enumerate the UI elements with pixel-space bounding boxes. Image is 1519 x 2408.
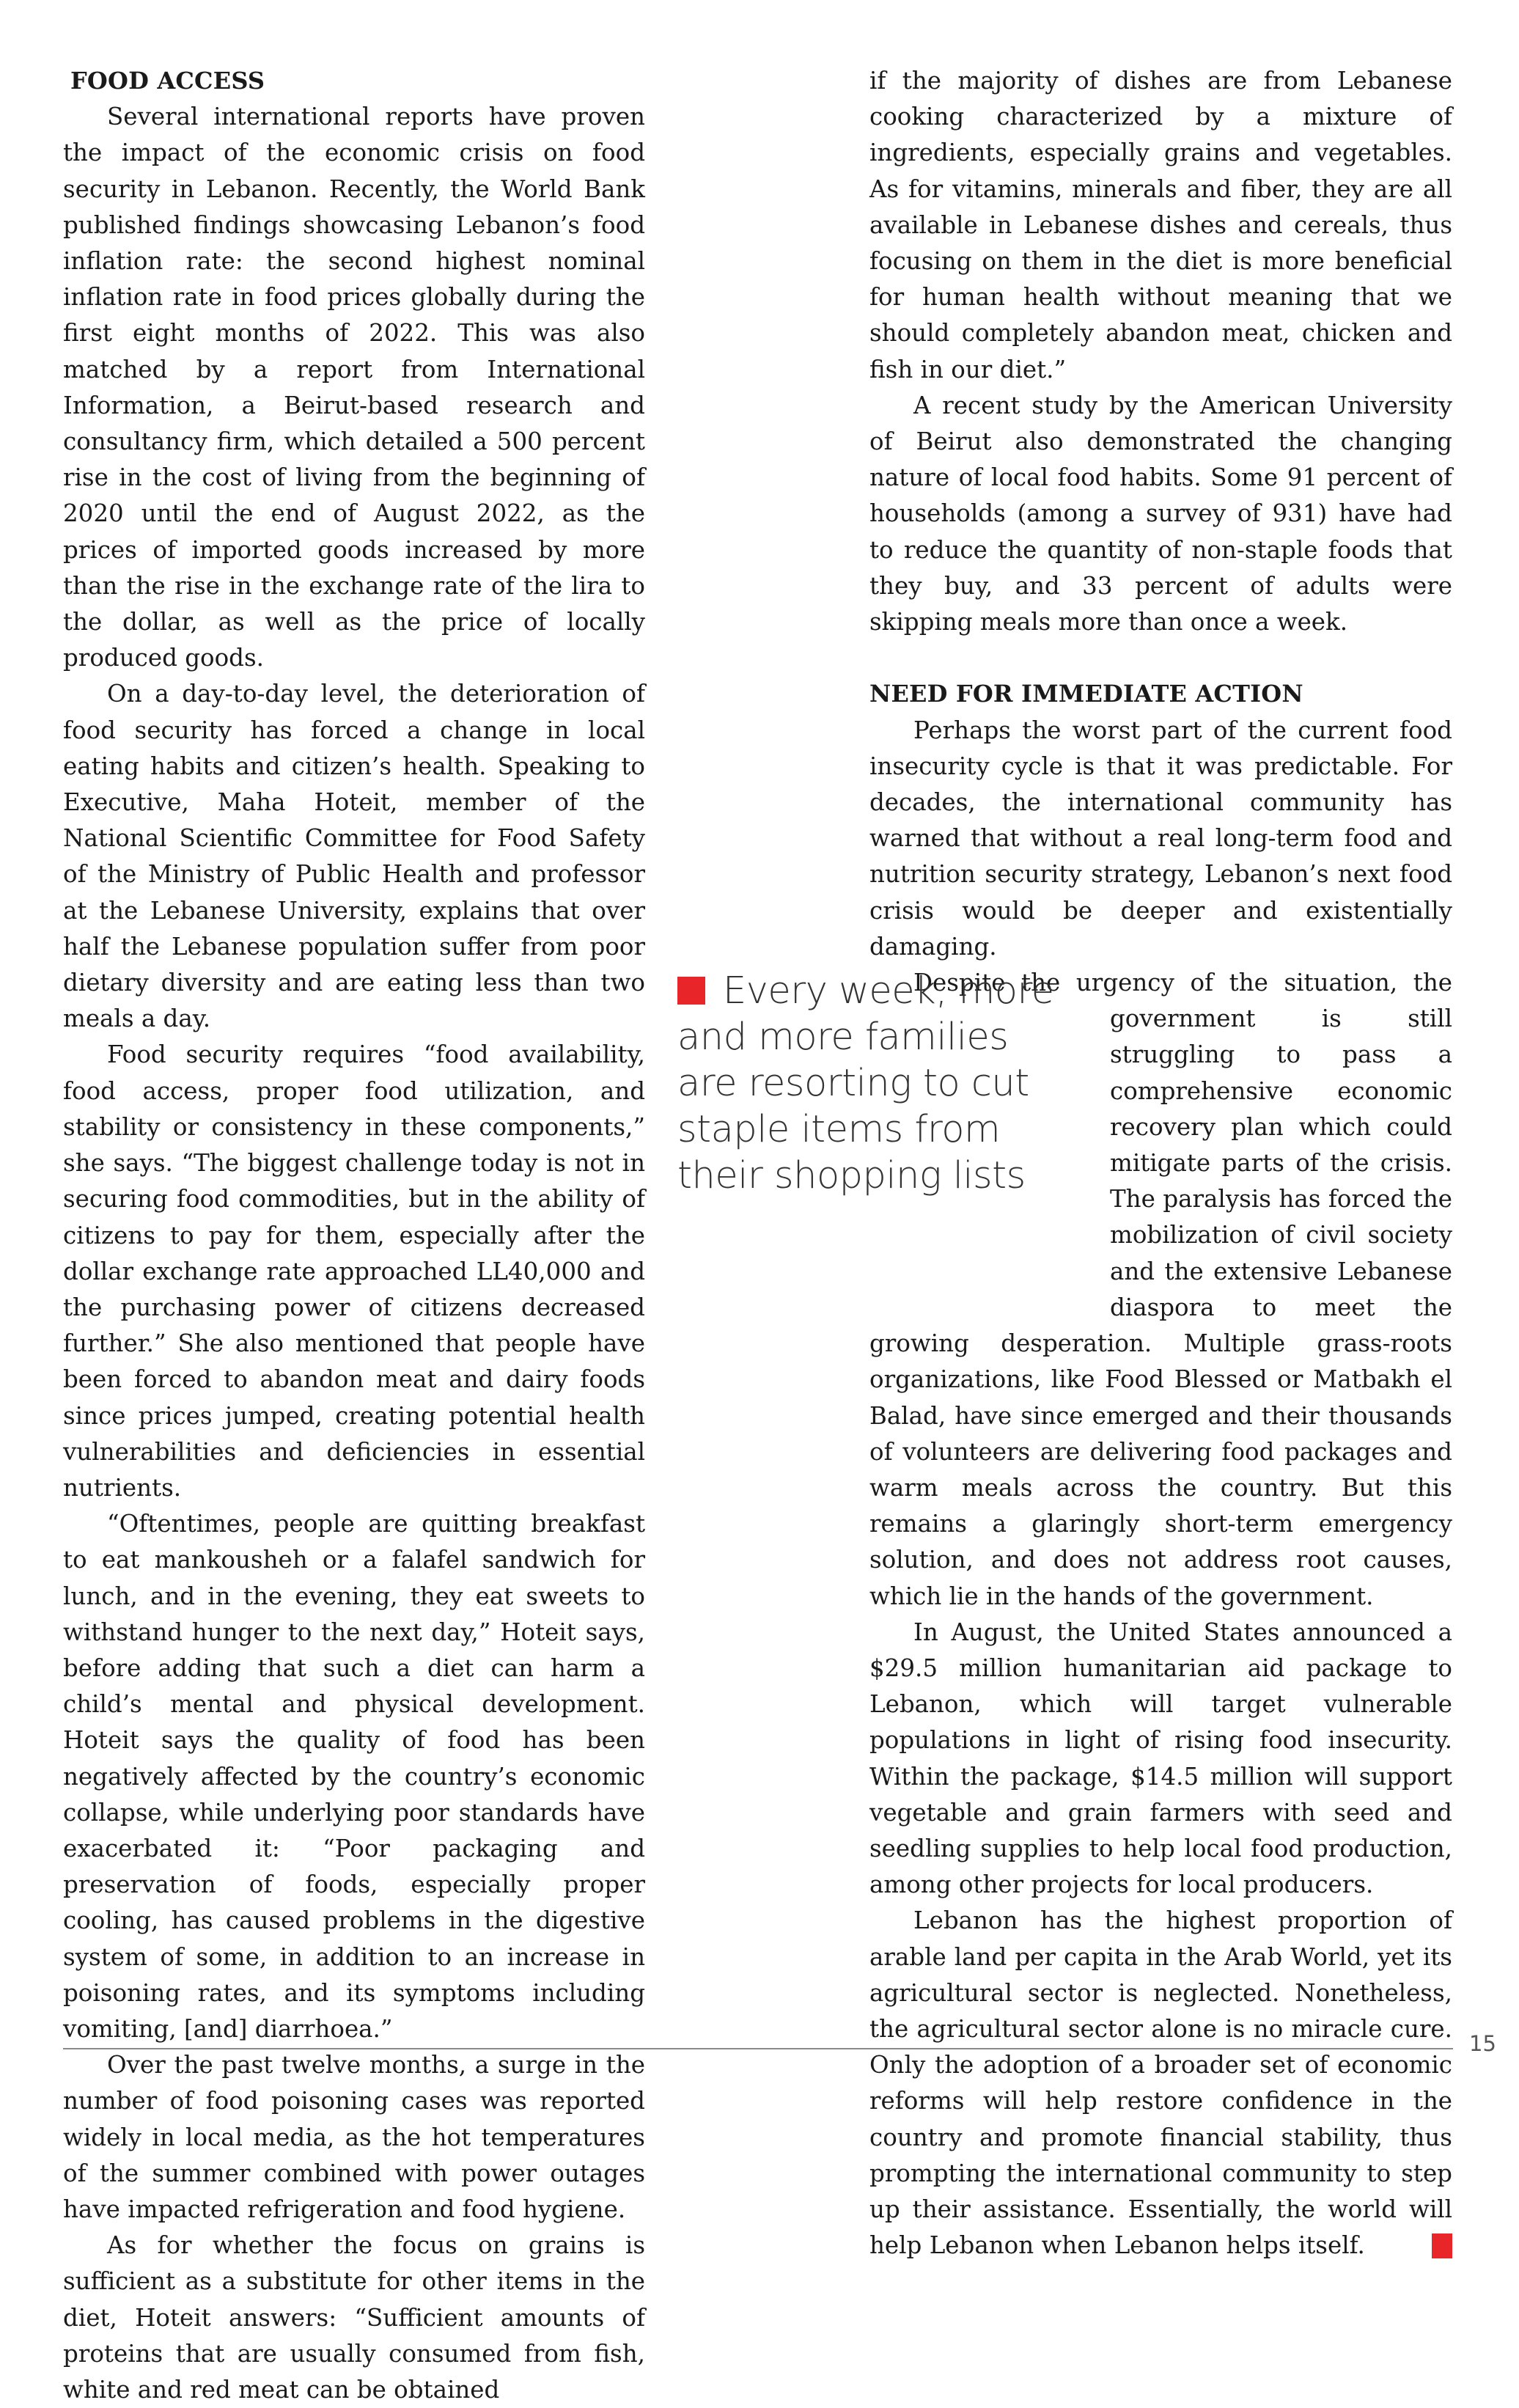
body-paragraph: On a day-to-day level, the deterioration of food security has forced a change in local eating habits and citizen’s health. Speaking to Executive, Maha Hoteit, member of the National Scientific Committee for Food Safety of the Ministry of Public Health and professor at the Lebanese University, explains that over half the Lebanese population suffer from poor dietary diversity and are eating less than two meals a day. [63,680,645,1033]
paragraph-spacer [869,640,1452,676]
pull-quote-text: Every week, more and more families are resorting to cut staple items from their shopping lists [677,969,1054,1197]
section-heading-food-access: FOOD ACCESS [70,67,265,95]
body-paragraph: A recent study by the American University of Beirut also demonstrated the changing nature of local food habits. Some 91 percent of households (among a survey of 931) have had to reduce the quantity of non-staple foods that they buy, and 33 percent of adults were skipping meals more than once a week. [869,391,1452,636]
body-paragraph: As for whether the focus on grains is sufficient as a substitute for other items in the diet, Hoteit answers: “Sufficient amounts of proteins that are usually consumed from fish, white and red meat can be obtained [63,2231,645,2404]
body-paragraph: Over the past twelve months, a surge in the number of food poisoning cases was reported widely in local media, as the hot temperatures of the summer combined with power outages have impacted refrigeration and food hygiene. [63,2051,645,2223]
section-heading-need-for-immediate-action: NEED FOR IMMEDIATE ACTION [869,680,1303,708]
pull-quote [677,968,1059,1199]
body-paragraph: In August, the United States announced a $29.5 million humanitarian aid package to Lebanon, which will target vulnerable populations in light of rising food insecurity. Within the package, $14.5 million will support vegetable and grain farmers with seed and seedling supplies to help local food production, among other projects for local producers. [869,1618,1452,1899]
end-of-article-icon [1432,2233,1489,2258]
body-paragraph: Perhaps the worst part of the current food insecurity cycle is that it was predictable. For decades, the international community has warned that without a real long-term food and nutrition security strategy, Lebanon’s next food crisis would be deeper and existentially damaging. [869,716,1452,961]
left-column [63,63,645,2408]
wrap-paragraph-text: Despite the urgency of the situation, the government is still struggling to pass a comprehensive economic recovery plan which could mitigate parts of the crisis. The paralysis has forced the mobilization of civil society and the extensive Lebanese diaspora to meet the growing desperation. Multiple grass-roots organizations, like Food Blessed or Matbakh el Balad, have since emerged and their thousands of volunteers are delivering food packages and warm meals across the country. But this remains a glaringly short-term emergency solution, and does not address root causes, which lie in the hands of the government. [869,969,1452,1610]
body-paragraph: if the majority of dishes are from Lebanese cooking characterized by a mixture of ingredients, especially grains and vegetables. As for vitamins, minerals and fiber, they are all available in Lebanese dishes and cereals, thus focusing on them in the diet is more beneficial for human health without meaning that we should completely abandon meat, chicken and fish in our diet.” [869,67,1452,383]
final-paragraph-text: Lebanon has the highest proportion of arable land per capita in the Arab World, yet its agricultural sector is neglected. Nonetheless, the agricultural sector alone is no miracle cure. Only the adoption of a broader set of economic reforms will help restore confidence in the country and promote financial stability, thus prompting the international community to step up their assistance. Essentially, the world will help Lebanon when Lebanon helps itself. [869,1906,1452,2260]
body-paragraph: Food security requires “food availability, food access, proper food utilization, and stability or consistency in these components,” she says. “The biggest challenge today is not in securing food commodities, but in the ability of citizens to pay for them, especially after the dollar exchange rate approached LL40,000 and the purchasing power of citizens decreased further.” She also mentioned that people have been forced to abandon meat and dairy foods since prices jumped, creating potential health vulnerabilities and deficiencies in essential nutrients. [63,1040,645,1502]
page-number: 15 [1469,2031,1496,2056]
footer-rule [63,2048,1453,2049]
end-mark-letter: E [1476,2235,1489,2258]
red-square-icon [677,977,705,1005]
body-paragraph: Several international reports have proven the impact of the economic crisis on food security in Lebanon. Recently, the World Bank published findings showcasing Lebanon’s food inflation rate: the second highest nominal inflation rate in food prices globally during the first eight months of 2022. This was also matched by a report from International Information, a Beirut-based research and consultancy firm, which detailed a 500 percent rise in the cost of living from the beginning of 2020 until the end of August 2022, as the prices of imported goods increased by more than the rise in the exchange rate of the lira to the dollar, as well as the price of locally produced goods. [63,103,645,672]
body-paragraph: “Oftentimes, people are quitting breakfast to eat mankousheh or a falafel sandwich for lunch, and in the evening, they eat sweets to withstand hunger to the next day,” Hoteit says, before adding that such a diet can harm a child’s mental and physical development. Hoteit says the quality of food has been negatively affected by the country’s economic collapse, while underlying poor standards have exacerbated it: “Poor packaging and preservation of foods, especially proper cooling, has caused problems in the digestive system of some, in addition to an increase in poisoning rates, and its symptoms including vomiting, [and] diarrhoea.” [63,1510,645,2043]
